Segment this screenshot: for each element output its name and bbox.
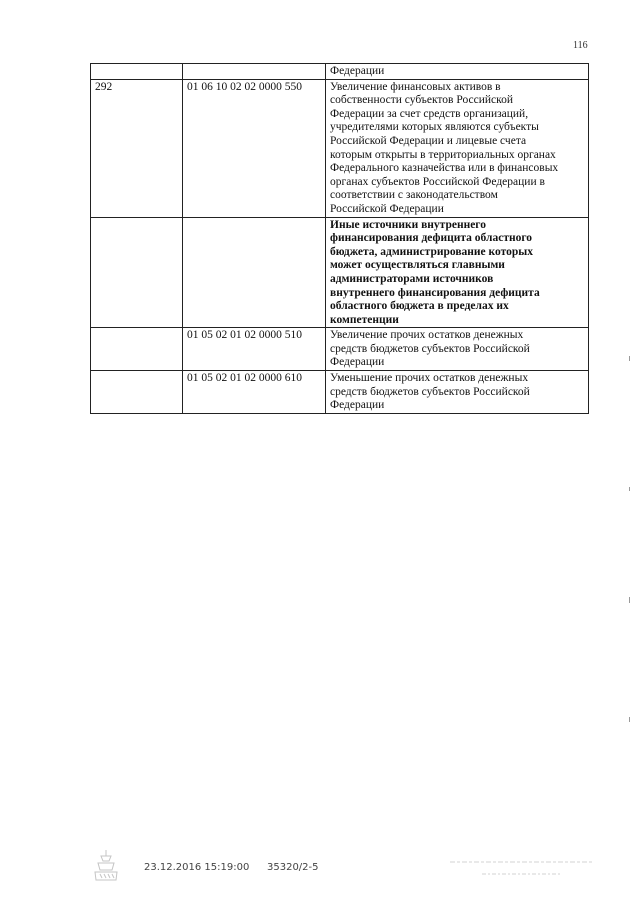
scan-mark (629, 356, 630, 361)
row-name-line: Иные источники внутреннего (330, 218, 486, 231)
row-kbk-cell (183, 64, 326, 80)
row-name-line: Федерального казначейства или в финансовых (330, 162, 559, 175)
row-name-line: компетенции (330, 313, 399, 326)
row-code-cell (91, 371, 183, 414)
row-name-line: соответствии с законодательством (330, 189, 498, 202)
row-kbk-cell: 01 05 02 01 02 0000 610 (183, 371, 326, 414)
row-kbk-cell (183, 217, 326, 328)
table-row (91, 79, 589, 217)
table-row (91, 217, 589, 328)
table-row (91, 328, 589, 371)
row-code-cell (91, 64, 183, 80)
row-code-cell: 292 (91, 79, 183, 217)
row-name-line: финансирования дефицита областного (330, 232, 533, 245)
scan-mark (629, 597, 630, 603)
row-name-cell (326, 79, 589, 217)
row-name-line: Федерации (330, 65, 385, 77)
row-kbk-cell: 01 05 02 01 02 0000 510 (183, 328, 326, 371)
row-name-line: может осуществляться главными (330, 259, 505, 272)
document-table (90, 63, 589, 414)
row-name-line: областного бюджета в пределах их (330, 300, 509, 313)
row-name-line: учредителями которых являются субъекты (330, 121, 539, 134)
scan-mark (629, 717, 630, 722)
row-name-cell (326, 328, 589, 371)
row-name-line: собственности субъектов Российской (330, 94, 514, 107)
scan-mark (629, 487, 630, 491)
row-name-line: органах субъектов Российской Федерации в (330, 175, 545, 188)
row-code-cell (91, 217, 183, 328)
row-name-line: Увеличение прочих остатков денежных (330, 329, 524, 342)
row-name-line: внутреннего финансирования дефицита (330, 286, 540, 299)
faded-registry-stamp (446, 854, 596, 885)
row-name-cell (326, 64, 589, 80)
row-name-line: Уменьшение прочих остатков денежных (330, 372, 529, 385)
row-name-line: Федерации (330, 356, 385, 369)
row-name-line: Российской Федерации (330, 202, 444, 215)
row-name-cell (326, 217, 589, 328)
row-name-line: средств бюджетов субъектов Российской (330, 385, 530, 398)
table-row (91, 64, 589, 80)
row-name-line: администраторами источников (330, 272, 494, 285)
page-number: 116 (573, 40, 588, 51)
row-code-cell (91, 328, 183, 371)
row-name-line: средств бюджетов субъектов Российской (330, 342, 530, 355)
row-name-line: Увеличение финансовых активов в (330, 80, 501, 93)
row-name-line: Российской Федерации и лицевые счета (330, 134, 527, 147)
row-kbk-cell: 01 06 10 02 02 0000 550 (183, 79, 326, 217)
footer-datetime: 23.12.2016 15:19:00 (144, 862, 250, 873)
row-name-line: Федерации (330, 399, 385, 412)
document-table-body (91, 64, 589, 414)
footer-doc-code: 35320/2-5 (267, 862, 319, 873)
row-name-line: Федерации за счет средств организаций, (330, 107, 529, 120)
row-name-line: бюджета, администрирование которых (330, 245, 533, 258)
table-row (91, 371, 589, 414)
row-name-line: которым открыты в территориальных органах (330, 148, 556, 161)
registry-emblem-icon (91, 848, 121, 889)
row-name-cell (326, 371, 589, 414)
